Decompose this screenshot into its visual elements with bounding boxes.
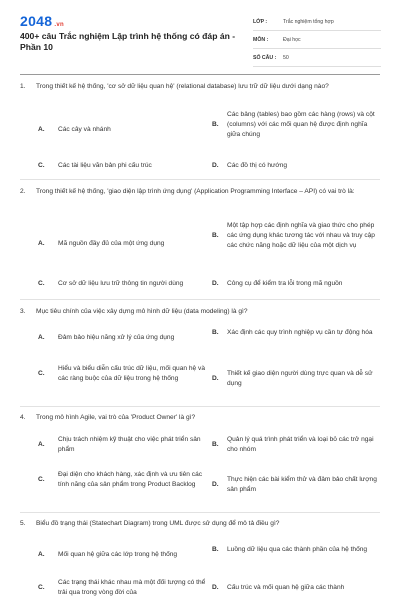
option-letter: A. [38,441,45,448]
question-number: 4. [20,414,26,421]
option-letter: A. [38,551,45,558]
option-text: Chịu trách nhiệm kỹ thuật cho việc phát triển sản phẩm [58,436,201,453]
question-number: 1. [20,83,26,90]
question-stem [20,519,380,529]
question-stem [20,307,380,317]
meta-value: Trắc nghiệm tổng hợp [283,18,334,25]
option-text: Các cây và nhánh [58,126,111,133]
meta-value: Đại học [283,36,301,43]
question-stem [20,187,380,197]
option-letter: A. [38,334,45,341]
meta-row-subject [253,31,381,49]
question-text: Biểu đồ trạng thái (Statechart Diagram) trong UML được sử dụng để mô tả điều gì? [36,520,280,527]
option-text: Các bảng (tables) bao gồm các hàng (rows) và cột (columns) với các mối quan hệ được định nghĩa giữa chúng [227,111,375,138]
option-text: Thiết kế giao diện người dùng trực quan và dễ sử dụng [227,370,373,387]
option-text: Luồng dữ liệu qua các thành phần của hệ thống [227,546,368,553]
option-text: Các đồ thị có hướng [227,162,288,169]
option-text: Hiểu và biểu diễn cấu trúc dữ liệu, mối quan hệ và các ràng buộc của dữ liệu trong hệ thống [58,365,206,382]
option-d[interactable] [211,475,379,495]
option-text: Các tài liệu văn bản phi cấu trúc [58,162,152,169]
question-1 [20,82,380,182]
question-4 [20,413,380,518]
option-c[interactable] [37,578,212,598]
option-letter: D. [212,375,219,382]
option-a[interactable] [37,239,212,249]
option-c[interactable] [37,470,212,490]
option-letter: B. [212,121,219,128]
option-text: Xác định các quy trình nghiệp vụ cần tự động hóa [227,329,373,336]
option-text: Mối quan hệ giữa các lớp trong hệ thống [58,551,178,558]
question-separator [20,406,380,407]
meta-key: LỚP : [253,18,268,25]
option-d[interactable] [211,369,379,389]
option-letter: B. [212,232,219,239]
meta-row-count [253,49,381,67]
option-letter: B. [212,546,219,553]
header-divider [20,74,380,75]
option-d[interactable] [211,583,379,593]
option-b[interactable] [211,110,379,140]
meta-row-class [253,13,381,31]
option-letter: C. [38,162,45,169]
option-text: Thực hiện các bài kiểm thử và đảm bảo chất lượng sản phẩm [227,476,377,493]
question-text: Trong thiết kế hệ thống, 'cơ sở dữ liệu quan hệ' (relational database) lưu trữ dữ liệu dưới dạng nào? [36,83,329,90]
question-stem [20,82,380,92]
option-text: Công cụ để kiểm tra lỗi trong mã nguồn [227,280,343,287]
option-text: Một tập hợp các định nghĩa và giao thức cho phép các ứng dụng khác tương tác với nhau và truy cập các chức năng hoặc dữ liệu của một dịch vụ [227,222,375,249]
document-title: 400+ câu Trắc nghiệm Lập trình hệ thống có đáp án - Phần 10 [20,31,236,52]
option-letter: C. [38,476,45,483]
option-a[interactable] [37,125,212,135]
site-logo[interactable] [20,13,64,29]
option-c[interactable] [37,161,212,171]
question-separator [20,179,380,180]
option-letter: C. [38,584,45,591]
question-number: 3. [20,308,26,315]
option-letter: C. [38,370,45,377]
option-text: Các trạng thái khác nhau mà một đối tượng có thể trải qua trong vòng đời của [58,579,206,596]
option-d[interactable] [211,161,379,171]
question-3 [20,307,380,410]
option-d[interactable] [211,279,379,289]
question-5 [20,519,380,600]
meta-table [253,13,381,67]
option-b[interactable] [211,435,379,455]
option-text: Đại diện cho khách hàng, xác định và ưu tiên các tính năng của sản phẩm trong Product Backlog [58,471,203,488]
option-letter: A. [38,240,45,247]
option-text: Đảm bảo hiệu năng xử lý của ứng dụng [58,334,175,341]
option-letter: D. [212,162,219,169]
option-letter: C. [38,280,45,287]
option-c[interactable] [37,364,212,384]
option-c[interactable] [37,279,212,289]
question-stem [20,413,380,423]
meta-key: MÔN : [253,36,269,43]
option-a[interactable] [37,435,212,455]
question-text: Mục tiêu chính của việc xây dựng mô hình dữ liệu (data modeling) là gì? [36,308,248,315]
meta-value: 50 [283,54,289,61]
document-header [0,0,400,78]
option-text: Mã nguồn đầy đủ của một ứng dụng [58,240,165,247]
question-number: 5. [20,520,26,527]
option-letter: B. [212,441,219,448]
question-separator [20,299,380,300]
option-a[interactable] [37,550,212,560]
question-2 [20,187,380,305]
question-text: Trong mô hình Agile, vai trò của 'Product Owner' là gì? [36,414,196,421]
option-b[interactable] [211,221,379,251]
option-letter: D. [212,280,219,287]
option-text: Cơ sở dữ liệu lưu trữ thông tin người dùng [58,280,184,287]
option-letter: D. [212,584,219,591]
option-text: Cấu trúc và mối quan hệ giữa các thành [227,584,345,591]
question-separator [20,512,380,513]
logo-text: 2048 [20,13,53,29]
logo-suffix: .vn [54,22,64,28]
option-a[interactable] [37,333,212,343]
option-b[interactable] [211,545,379,555]
meta-key: SỐ CÂU : [253,54,277,61]
option-letter: B. [212,329,219,336]
option-b[interactable] [211,328,379,338]
question-text: Trong thiết kế hệ thống, 'giao diện lập trình ứng dụng' (Application Programming Interface – API) có vai trò là: [36,188,355,195]
option-letter: A. [38,126,45,133]
option-text: Quản lý quá trình phát triển và loại bỏ các trở ngại cho nhóm [227,436,374,453]
question-number: 2. [20,188,26,195]
option-letter: D. [212,481,219,488]
